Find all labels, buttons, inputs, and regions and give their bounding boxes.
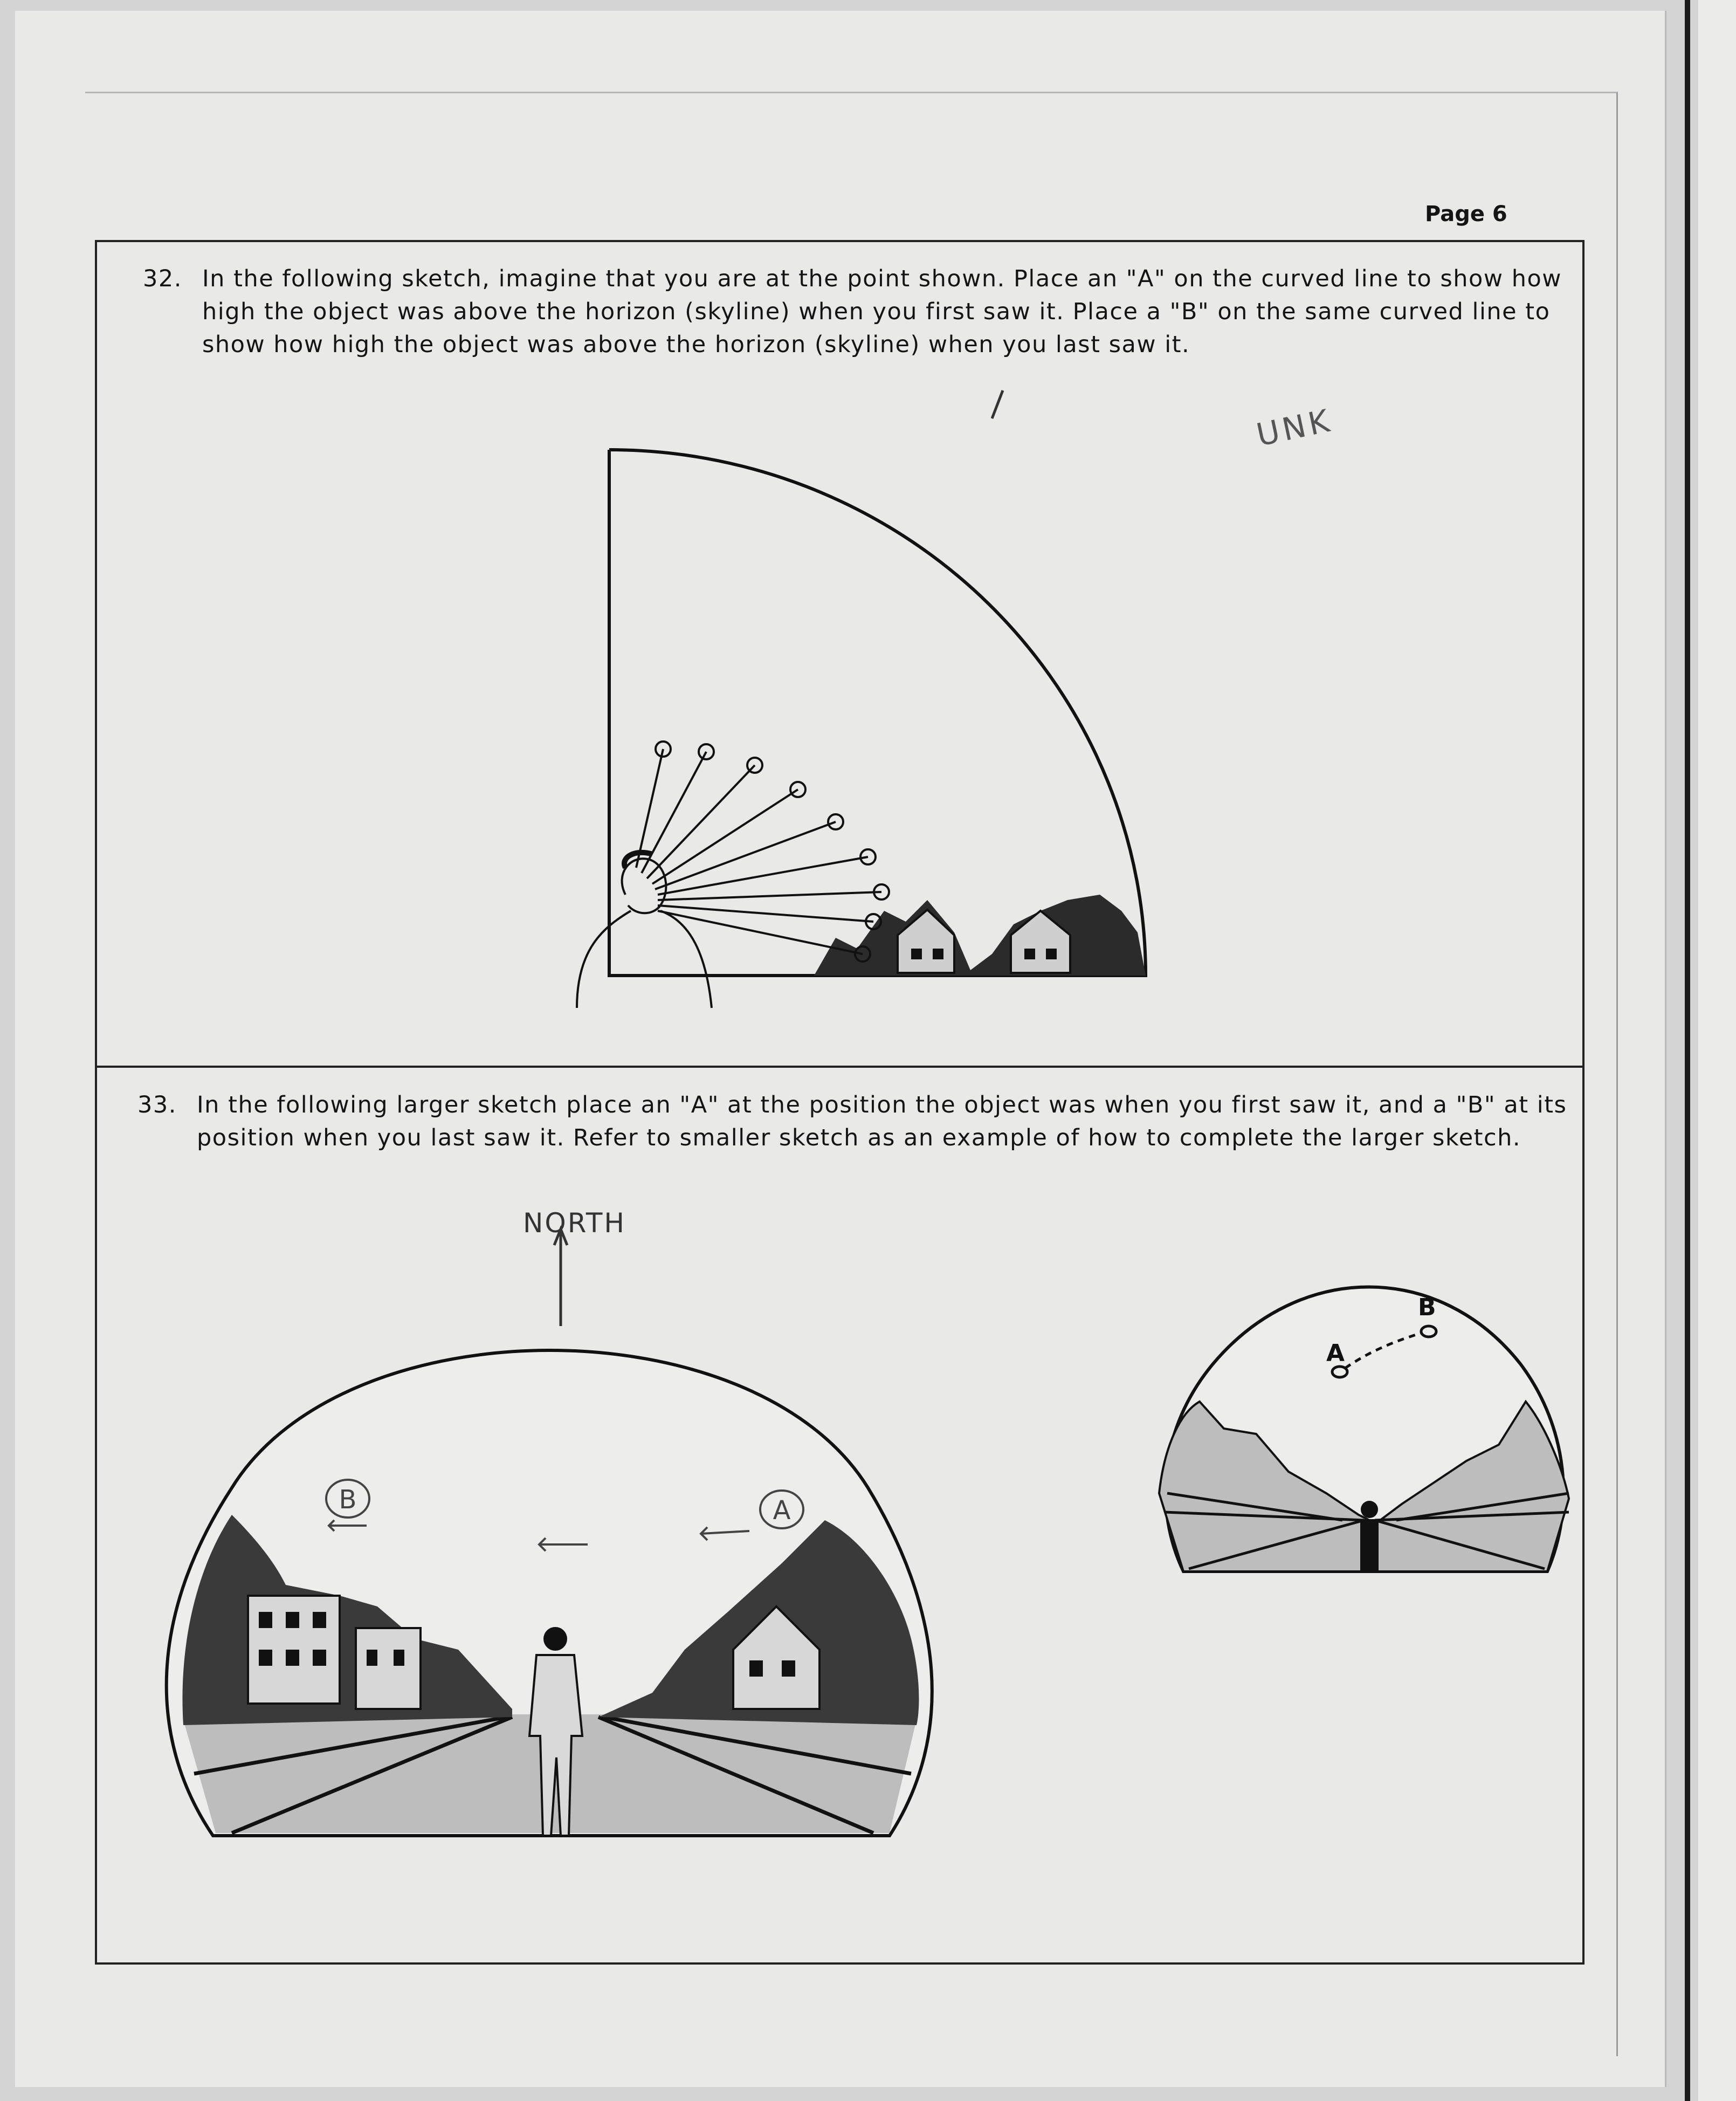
question-33-number: 33. <box>137 1091 177 1118</box>
question-32-number: 32. <box>143 265 182 292</box>
pencil-mark-a: A <box>773 1495 791 1526</box>
question-32-line-3: show how high the object was above the horizon (skyline) when you last saw it. <box>202 331 1190 358</box>
example-sky-dome-sketch <box>1148 1267 1580 1580</box>
document-page <box>15 11 1666 2087</box>
questionnaire-box <box>95 240 1585 1965</box>
question-33-line-1: In the following larger sketch place an "A" at the position the object was when you first saw it, and a "B" at its <box>197 1091 1567 1118</box>
pencil-mark-b: B <box>339 1485 357 1515</box>
example-label-b: B <box>1418 1294 1436 1321</box>
large-sky-dome-sketch[interactable] <box>135 1261 965 1844</box>
scanner-edge <box>1698 0 1736 2101</box>
section-divider <box>97 1066 1582 1068</box>
handwritten-north: NORTH <box>523 1207 626 1239</box>
question-32-line-2: high the object was above the horizon (skyline) when you first saw it. Place a "B" on the same curved line to <box>202 298 1551 325</box>
question-33-line-2: position when you last saw it. Refer to smaller sketch as an example of how to complete the larger sketch. <box>197 1124 1521 1151</box>
elevation-arc[interactable] <box>609 450 1146 976</box>
page-number: Page 6 <box>1425 202 1507 226</box>
question-33-text <box>137 1089 1577 1155</box>
example-label-a: A <box>1326 1340 1345 1367</box>
question-32-line-1: In the following sketch, imagine that you are at the point shown. Place an "A" on the curved line to show how <box>202 265 1562 292</box>
handwritten-unk: UNK <box>1253 401 1336 454</box>
quarter-circle-sketch <box>582 436 1283 1008</box>
question-32-text <box>143 263 1566 361</box>
skyline-houses-trees <box>814 895 1146 976</box>
pencil-tick-icon <box>981 385 1014 428</box>
scanner-edge-line <box>1685 0 1690 2101</box>
